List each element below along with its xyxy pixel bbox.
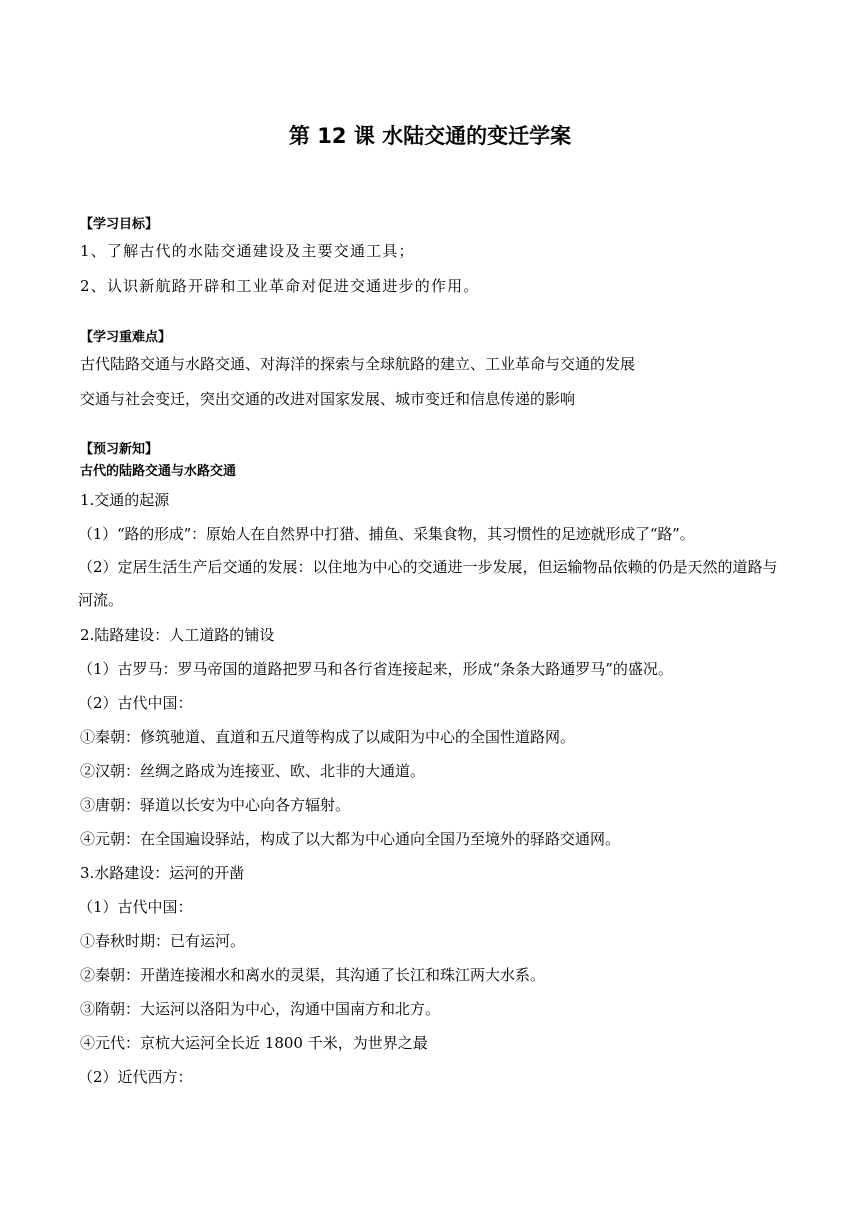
content-line: 3.水路建设：运河的开凿 <box>80 864 245 882</box>
content-line: 1.交通的起源 <box>80 491 170 509</box>
content-line: （2）古代中国： <box>78 694 193 712</box>
content-line: （1）“路的形成”：原始人在自然界中打猎、捕鱼、采集食物，其习惯性的足迹就形成了“路”。 <box>78 525 695 543</box>
objective-item: 2、认识新航路开辟和工业革命对促进交通进步的作用。 <box>80 277 480 295</box>
content-line: ③隋朝：大运河以洛阳为中心，沟通中国南方和北方。 <box>80 1000 441 1018</box>
content-line: ②汉朝：丝绸之路成为连接亚、欧、北非的大通道。 <box>80 762 426 780</box>
content-line: ②秦朝：开凿连接湘水和离水的灵渠，其沟通了长江和珠江两大水系。 <box>80 966 546 984</box>
preview-subheading: 古代的陆路交通与水路交通 <box>80 464 237 479</box>
content-line: （1）古代中国： <box>78 898 193 916</box>
key-point-item: 交通与社会变迁，突出交通的改进对国家发展、城市变迁和信息传递的影响 <box>80 390 576 408</box>
content-line: ①春秋时期：已有运河。 <box>80 932 246 950</box>
page-title: 第 12 课 水陆交通的变迁学案 <box>288 124 572 148</box>
content-line: ④元朝：在全国遍设驿站，构成了以大都为中心通向全国乃至境外的驿路交通网。 <box>80 830 621 848</box>
objectives-heading: 【学习目标】 <box>80 217 159 232</box>
preview-heading: 【预习新知】 <box>80 442 159 457</box>
content-line: 2.陆路建设：人工道路的铺设 <box>80 626 275 644</box>
key-points-heading: 【学习重难点】 <box>80 330 172 345</box>
content-line: ①秦朝：修筑驰道、直道和五尺道等构成了以咸阳为中心的全国性道路网。 <box>80 728 576 746</box>
content-line: ③唐朝：驿道以长安为中心向各方辐射。 <box>80 796 351 814</box>
content-line: （2）近代西方： <box>78 1068 193 1086</box>
content-line: （1）古罗马：罗马帝国的道路把罗马和各行省连接起来，形成“条条大路通罗马”的盛况。 <box>78 660 673 678</box>
objective-item: 1、了解古代的水陆交通建设及主要交通工具； <box>80 242 415 260</box>
content-paragraph: （2）定居生活生产后交通的发展：以住地为中心的交通进一步发展，但运输物品依赖的仍是天然的道路与河流。 <box>78 558 778 609</box>
content-line: ④元代：京杭大运河全长近 1800 千米，为世界之最 <box>80 1034 428 1052</box>
key-point-item: 古代陆路交通与水路交通、对海洋的探索与全球航路的建立、工业革命与交通的发展 <box>80 355 636 373</box>
